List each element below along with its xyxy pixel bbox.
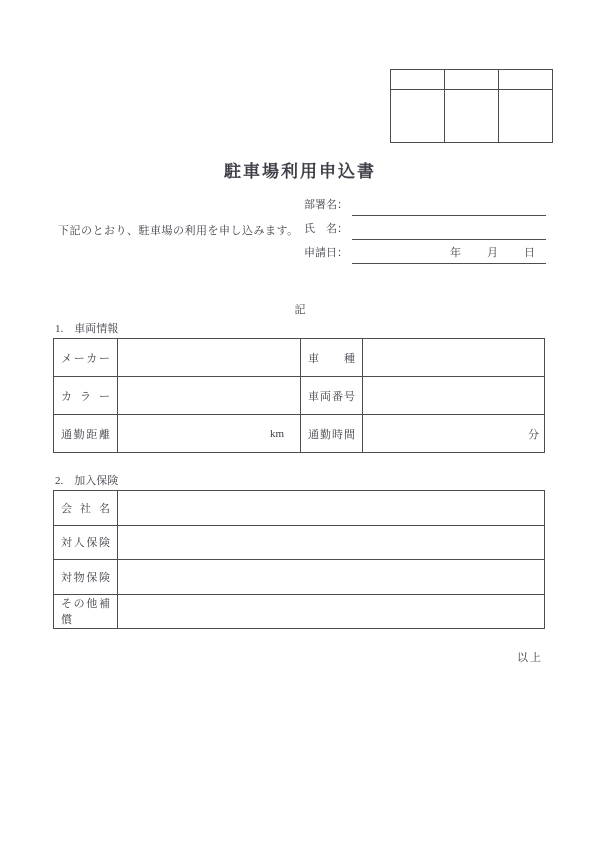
vehicle-number-field[interactable] — [363, 377, 545, 415]
date-field[interactable] — [352, 236, 546, 264]
insurance-section-heading: 2. 加入保険 — [55, 475, 119, 487]
day-unit-label: 日 — [524, 247, 535, 259]
color-label: カラー — [54, 377, 118, 415]
applicant-fields — [304, 192, 546, 264]
ki-marker: 記 — [294, 304, 306, 316]
personal-liability-field[interactable] — [118, 525, 545, 560]
property-damage-field[interactable] — [118, 560, 545, 595]
approval-stamp-header-cell — [445, 70, 499, 90]
insurance-company-field[interactable] — [118, 491, 545, 526]
month-unit-label: 月 — [487, 247, 498, 259]
approval-stamp-cell — [445, 90, 499, 143]
insurance-company-label: 会社名 — [54, 491, 118, 526]
table-row — [54, 415, 545, 453]
table-row — [54, 377, 545, 415]
intro-text: 下記のとおり、駐車場の利用を申し込みます。 — [58, 225, 299, 237]
commute-distance-label: 通勤距離 — [54, 415, 118, 453]
commute-distance-field[interactable] — [118, 415, 301, 453]
table-row — [54, 491, 545, 526]
year-unit-label: 年 — [450, 247, 461, 259]
approval-stamp-header-cell — [391, 70, 445, 90]
name-label: 氏 名： — [304, 223, 348, 235]
page-title: 駐車場利用申込書 — [224, 162, 376, 181]
table-row — [54, 560, 545, 595]
date-row — [304, 240, 546, 264]
approval-stamp-header-cell — [499, 70, 553, 90]
closing-marker: 以上 — [517, 652, 543, 664]
commute-time-field[interactable] — [363, 415, 545, 453]
approval-stamp-table — [390, 69, 553, 143]
color-field[interactable] — [118, 377, 301, 415]
property-damage-label: 対物保険 — [54, 560, 118, 595]
other-compensation-field[interactable] — [118, 594, 545, 629]
table-row — [54, 339, 545, 377]
car-type-label: 車種 — [301, 339, 363, 377]
vehicle-info-table — [53, 338, 545, 453]
date-label: 申請日： — [304, 247, 348, 259]
car-type-field[interactable] — [363, 339, 545, 377]
commute-time-label: 通勤時間 — [301, 415, 363, 453]
other-compensation-label: その他補償 — [54, 594, 118, 629]
maker-field[interactable] — [118, 339, 301, 377]
approval-stamp-cell — [391, 90, 445, 143]
department-label: 部署名： — [304, 199, 348, 211]
maker-label: メーカー — [54, 339, 118, 377]
minutes-unit-label: 分 — [528, 428, 539, 441]
table-row — [54, 525, 545, 560]
insurance-table — [53, 490, 545, 629]
vehicle-number-label: 車両番号 — [301, 377, 363, 415]
table-row — [54, 594, 545, 629]
personal-liability-label: 対人保険 — [54, 525, 118, 560]
approval-stamp-cell — [499, 90, 553, 143]
km-unit-label: km — [269, 427, 284, 440]
vehicle-section-heading: 1. 車両情報 — [55, 323, 119, 335]
